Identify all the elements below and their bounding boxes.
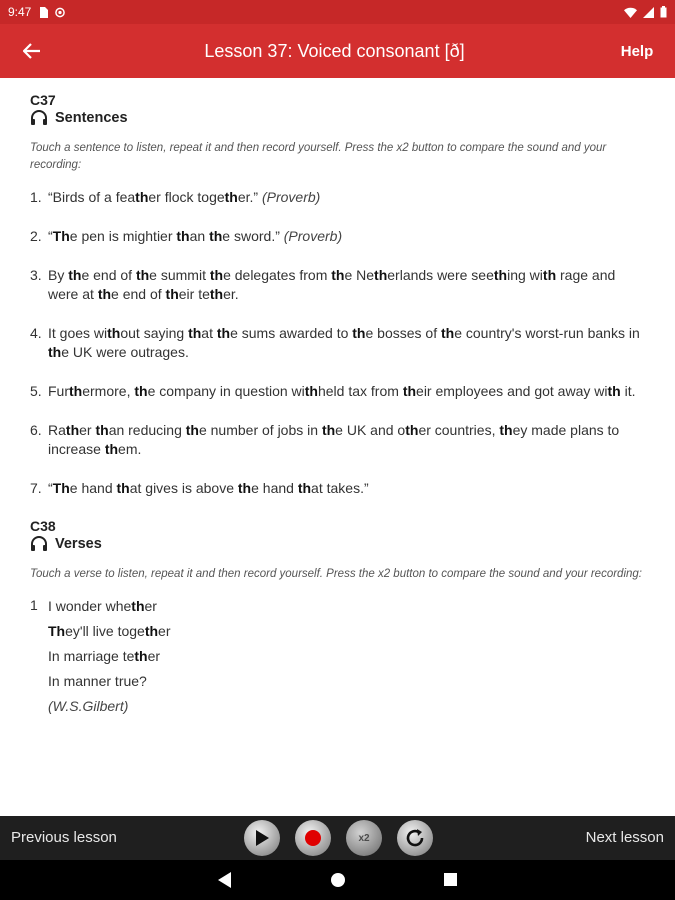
signal-icon (643, 7, 654, 18)
nav-recents-icon[interactable] (444, 873, 457, 886)
section-header (30, 110, 645, 126)
section-code: C38 (30, 518, 56, 534)
record-icon (304, 829, 322, 847)
previous-lesson-button[interactable]: Previous lesson (11, 829, 117, 846)
lesson-content[interactable] (0, 78, 675, 816)
play-button[interactable] (244, 820, 280, 856)
section-code: C37 (30, 92, 56, 108)
x2-label: x2 (358, 832, 370, 844)
sentence-item[interactable]: 5. Furthermore, the company in question withheld tax from their employees and got away with it. (30, 382, 645, 401)
sentence-text: It goes without saying that the sums awarded to the bosses of the country's worst-run banks in the UK were outrages. (48, 325, 640, 360)
player-bar (0, 816, 675, 860)
next-lesson-button[interactable]: Next lesson (585, 829, 664, 846)
headphones-icon (30, 536, 48, 552)
instructions: Touch a sentence to listen, repeat it and then record yourself. Press the x2 button to compare the sound and your recording: (30, 142, 607, 171)
sentence-text: “The pen is mightier than the sword.” (Proverb) (48, 228, 343, 244)
section-title: Sentences (55, 110, 128, 126)
sentence-text: “Birds of a feather flock together.” (Proverb) (48, 189, 321, 205)
verse-line: In marriage tether (48, 648, 161, 664)
nav-back-icon[interactable] (218, 872, 232, 888)
sim-card-icon (38, 7, 48, 18)
sentence-item[interactable]: 2. “The pen is mightier than the sword.” (Proverb) (30, 227, 645, 246)
verse-line: I wonder whether (48, 598, 157, 614)
verse-number: 1 (30, 597, 38, 613)
sentence-item[interactable]: 6. Rather than reducing the number of jobs in the UK and other countries, they made plans to increase them. (30, 421, 645, 459)
sentence-text: Furthermore, the company in question withheld tax from their employees and got away with it. (48, 383, 636, 399)
sentence-list (30, 188, 645, 498)
refresh-icon (404, 827, 426, 849)
page-title: Lesson 37: Voiced consonant [ð] (204, 40, 465, 61)
section-c38 (30, 518, 645, 722)
help-button[interactable]: Help (620, 42, 654, 60)
status-time: 9:47 (8, 5, 32, 19)
section-title: Verses (55, 536, 102, 552)
sentence-item[interactable]: 7. “The hand that gives is above the hand that takes.” (30, 479, 645, 498)
sentence-text: “The hand that gives is above the hand that takes.” (48, 480, 369, 496)
compare-x2-button[interactable] (346, 820, 382, 856)
system-nav-bar (0, 860, 675, 900)
app-bar (0, 24, 675, 78)
verse-item[interactable] (30, 597, 645, 722)
verse-line: They'll live together (48, 623, 171, 639)
instructions: Touch a verse to listen, repeat it and then record yourself. Press the x2 button to compare the sound and your recording: (30, 568, 642, 580)
play-icon (254, 829, 270, 847)
record-button[interactable] (295, 820, 331, 856)
sentence-text: By the end of the summit the delegates from the Netherlands were seething with rage and were at the end of their tether. (48, 267, 616, 302)
back-button[interactable] (0, 24, 64, 78)
wifi-icon (624, 7, 637, 18)
notification-icon (55, 7, 65, 18)
section-c37 (30, 92, 645, 498)
repeat-button[interactable] (397, 820, 433, 856)
verse-line: In manner true? (48, 673, 147, 689)
sentence-item[interactable]: 4. It goes without saying that the sums awarded to the bosses of the country's worst-run banks in the UK were outrages. (30, 324, 645, 362)
back-arrow-icon (23, 43, 41, 59)
section-header (30, 536, 645, 552)
headphones-icon (30, 110, 48, 126)
sentence-item[interactable]: 3. By the end of the summit the delegates from the Netherlands were seething with rage and were at the end of their tether. (30, 266, 645, 304)
nav-home-icon[interactable] (331, 873, 345, 887)
battery-icon (660, 6, 667, 18)
status-bar (0, 0, 675, 24)
sentence-text: Rather than reducing the number of jobs in the UK and other countries, they made plans to increase them. (48, 422, 620, 457)
sentence-item[interactable]: 1. “Birds of a feather flock together.” (Proverb) (30, 188, 645, 207)
verse-lines (48, 597, 171, 722)
verse-source: (W.S.Gilbert) (48, 698, 129, 714)
